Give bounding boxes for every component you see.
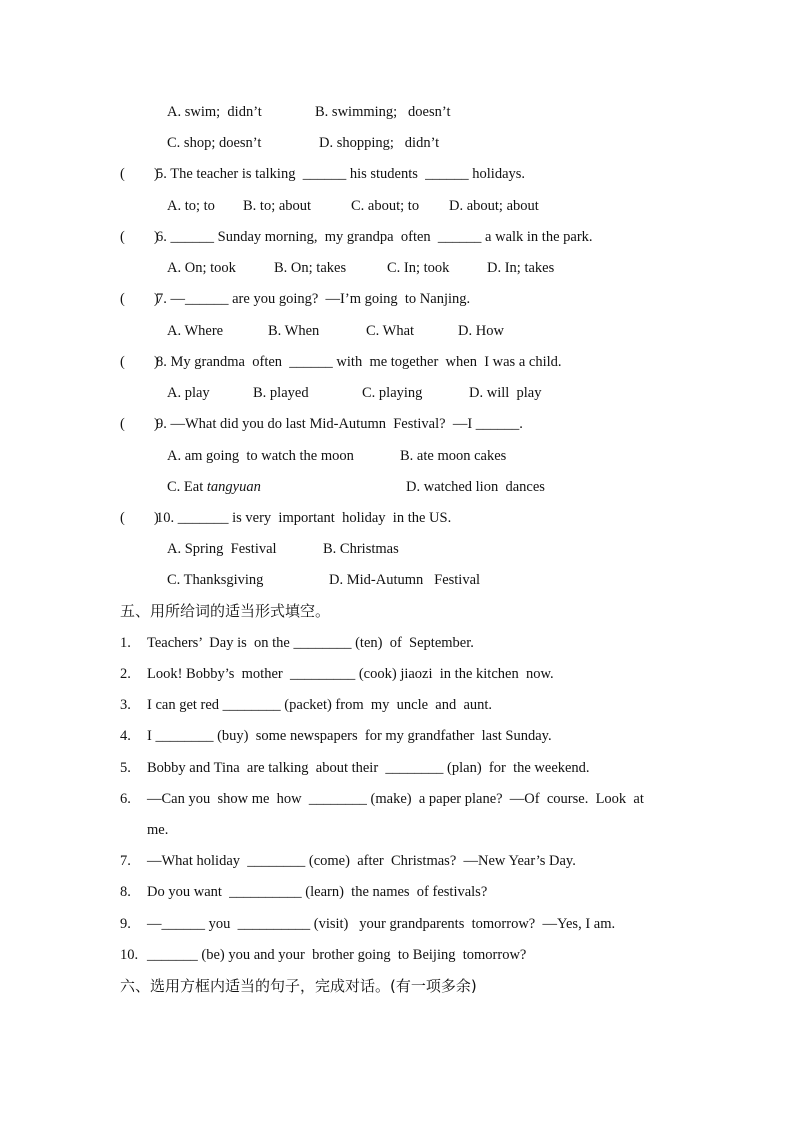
- answer-paren-9: ( ): [120, 416, 159, 432]
- option-7b: B. When: [268, 323, 320, 339]
- option-9c: [167, 478, 261, 496]
- option-6c: C. In; took: [387, 260, 450, 276]
- fill-number-10: 10.: [120, 947, 139, 963]
- option-5c: C. about; to: [351, 198, 420, 214]
- option-4d: D. shopping; didn’t: [319, 135, 440, 151]
- option-6b: B. On; takes: [274, 260, 347, 276]
- option-9a: A. am going to watch the moon: [167, 448, 354, 464]
- question-7: 7. —______ are you going? —I’m going to Nanjing.: [156, 291, 471, 307]
- fill-number-7: 7.: [120, 853, 131, 869]
- fill-item-6: —Can you show me how ________ (make) a paper plane? —Of course. Look at: [147, 791, 644, 807]
- section-6-title: 六、选用方框内适当的句子，完成对话。(有一项多余): [120, 977, 477, 995]
- fill-number-5: 5.: [120, 760, 131, 776]
- option-7a: A. Where: [167, 323, 224, 339]
- question-10: 10. _______ is very important holiday in the US.: [156, 510, 452, 526]
- answer-paren-5: ( ): [120, 166, 159, 182]
- option-5a: A. to; to: [167, 198, 215, 214]
- fill-item-9: —______ you __________ (visit) your grandparents tomorrow? —Yes, I am.: [147, 916, 616, 932]
- question-6: 6. ______ Sunday morning, my grandpa often ______ a walk in the park.: [156, 229, 593, 245]
- option-8c: C. playing: [362, 385, 423, 401]
- fill-item-6-continued: me.: [147, 822, 169, 838]
- answer-paren-8: ( ): [120, 354, 159, 370]
- option-8a: A. play: [167, 385, 210, 401]
- fill-item-8: Do you want __________ (learn) the names of festivals?: [147, 884, 488, 900]
- fill-item-5: Bobby and Tina are talking about their ________ (plan) for the weekend.: [147, 760, 590, 776]
- option-9b: B. ate moon cakes: [400, 448, 507, 464]
- fill-number-3: 3.: [120, 697, 131, 713]
- option-6a: A. On; took: [167, 260, 236, 276]
- option-10a: A. Spring Festival: [167, 541, 277, 557]
- question-9: 9. —What did you do last Mid-Autumn Festival? —I ______.: [156, 416, 523, 432]
- fill-number-6: 6.: [120, 791, 131, 807]
- option-9d: D. watched lion dances: [406, 479, 545, 495]
- question-5: 5. The teacher is talking ______ his students ______ holidays.: [156, 166, 526, 182]
- option-6d: D. In; takes: [487, 260, 555, 276]
- option-8b: B. played: [253, 385, 309, 401]
- answer-paren-7: ( ): [120, 291, 159, 307]
- question-8: 8. My grandma often ______ with me together when I was a child.: [156, 354, 562, 370]
- option-10d: D. Mid-Autumn Festival: [329, 572, 481, 588]
- fill-item-10: _______ (be) you and your brother going to Beijing tomorrow?: [147, 947, 527, 963]
- fill-item-4: I ________ (buy) some newspapers for my grandfather last Sunday.: [147, 728, 552, 744]
- option-4c: C. shop; doesn’t: [167, 135, 262, 151]
- fill-number-9: 9.: [120, 916, 131, 932]
- fill-item-3: I can get red ________ (packet) from my uncle and aunt.: [147, 697, 493, 713]
- fill-item-1: Teachers’ Day is on the ________ (ten) of September.: [147, 635, 474, 651]
- fill-item-7: —What holiday ________ (come) after Christmas? —New Year’s Day.: [147, 853, 576, 869]
- fill-number-8: 8.: [120, 884, 131, 900]
- section-5-title: 五、用所给词的适当形式填空。: [120, 602, 331, 620]
- option-5b: B. to; about: [243, 198, 312, 214]
- fill-number-4: 4.: [120, 728, 131, 744]
- fill-number-1: 1.: [120, 635, 131, 651]
- option-5d: D. about; about: [449, 198, 539, 214]
- option-4a: A. swim; didn’t: [167, 104, 262, 120]
- option-9c-italic: tangyuan: [206, 479, 261, 495]
- option-8d: D. will play: [469, 385, 542, 401]
- option-7d: D. How: [458, 323, 504, 339]
- option-9c-text: C. Eat: [167, 479, 207, 495]
- option-10c: C. Thanksgiving: [167, 572, 264, 588]
- option-10b: B. Christmas: [323, 541, 399, 557]
- answer-paren-6: ( ): [120, 229, 159, 245]
- option-4b: B. swimming; doesn’t: [315, 104, 451, 120]
- fill-item-2: Look! Bobby’s mother _________ (cook) jiaozi in the kitchen now.: [147, 666, 554, 682]
- fill-number-2: 2.: [120, 666, 131, 682]
- answer-paren-10: ( ): [120, 510, 159, 526]
- option-7c: C. What: [366, 323, 415, 339]
